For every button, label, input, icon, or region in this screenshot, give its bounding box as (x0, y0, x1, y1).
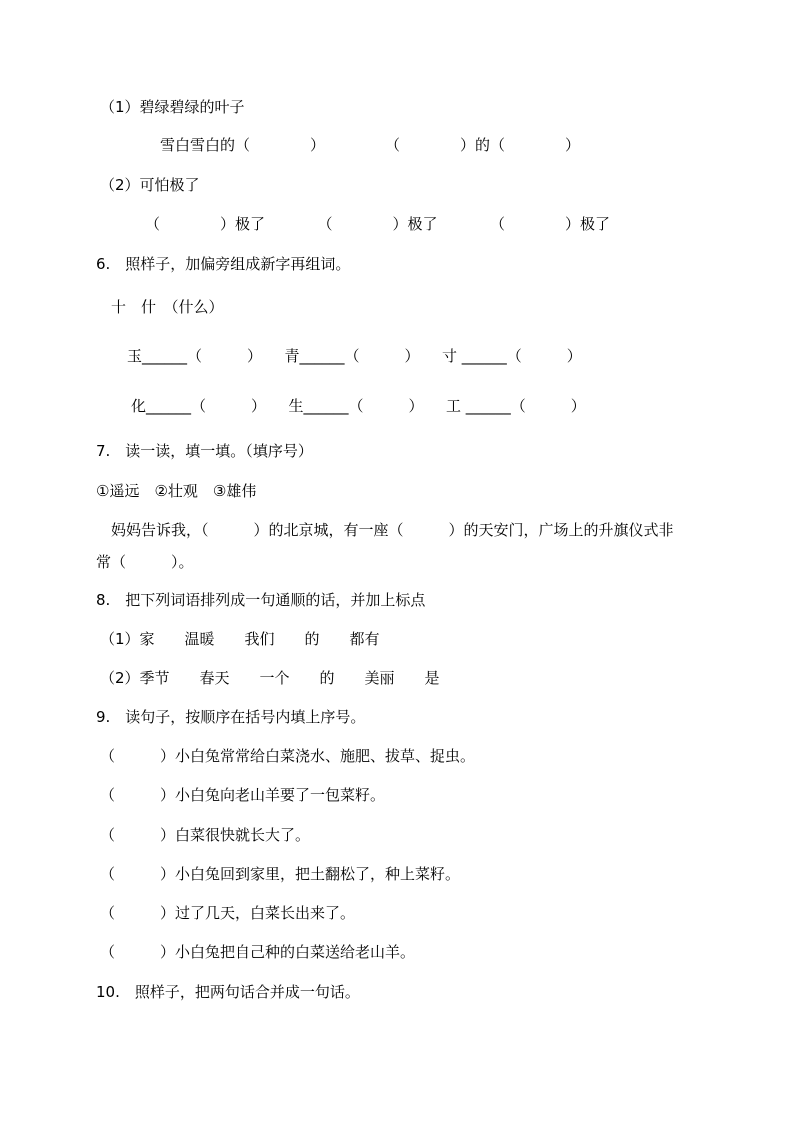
section-7-passage-line-2: 常（ ）。 (96, 553, 194, 571)
section-7-heading: 7. 读一读，填一填。（填序号） (96, 442, 313, 460)
section-9-heading: 9. 读句子，按顺序在括号内填上序号。 (96, 708, 366, 726)
section-5-item-1-blanks: 雪白雪白的（ ） （ ）的（ ） (160, 136, 581, 154)
section-5-item-1-label: （1）碧绿碧绿的叶子 (100, 98, 245, 116)
section-6-row-2: 化______（ ） 生______（ ） 工 ______（ ） (131, 397, 586, 415)
section-9-item-3: （ ）白菜很快就长大了。 (100, 826, 311, 844)
section-9-item-4: （ ）小白兔回到家里，把土翻松了，种上菜籽。 (100, 865, 461, 883)
section-6-row-1: 玉______（ ） 青______（ ） 寸 ______（ ） (127, 347, 582, 365)
section-8-item-2: （2）季节 春天 一个 的 美丽 是 (100, 669, 440, 687)
section-5-item-2-blanks: （ ）极了 （ ）极了 （ ）极了 (145, 215, 611, 233)
section-9-item-2: （ ）小白兔向老山羊要了一包菜籽。 (100, 786, 386, 804)
section-7-options: ①遥远 ②壮观 ③雄伟 (96, 482, 257, 500)
section-8-heading: 8. 把下列词语排列成一句通顺的话，并加上标点 (96, 591, 426, 609)
section-9-item-1: （ ）小白兔常常给白菜浇水、施肥、拔草、捉虫。 (100, 747, 476, 765)
section-9-item-5: （ ）过了几天，白菜长出来了。 (100, 904, 356, 922)
section-5-item-2-label: （2）可怕极了 (100, 176, 200, 194)
section-9-item-6: （ ）小白兔把自己种的白菜送给老山羊。 (100, 943, 416, 961)
section-6-heading: 6. 照样子，加偏旁组成新字再组词。 (96, 255, 351, 273)
section-6-example: 十 什 （什么） (111, 298, 224, 316)
section-7-passage-line-1: 妈妈告诉我，（ ）的北京城，有一座（ ）的天安门，广场上的升旗仪式非 (96, 521, 674, 539)
section-10-heading: 10. 照样子，把两句话合并成一句话。 (96, 983, 360, 1001)
section-8-item-1: （1）家 温暖 我们 的 都有 (100, 630, 380, 648)
